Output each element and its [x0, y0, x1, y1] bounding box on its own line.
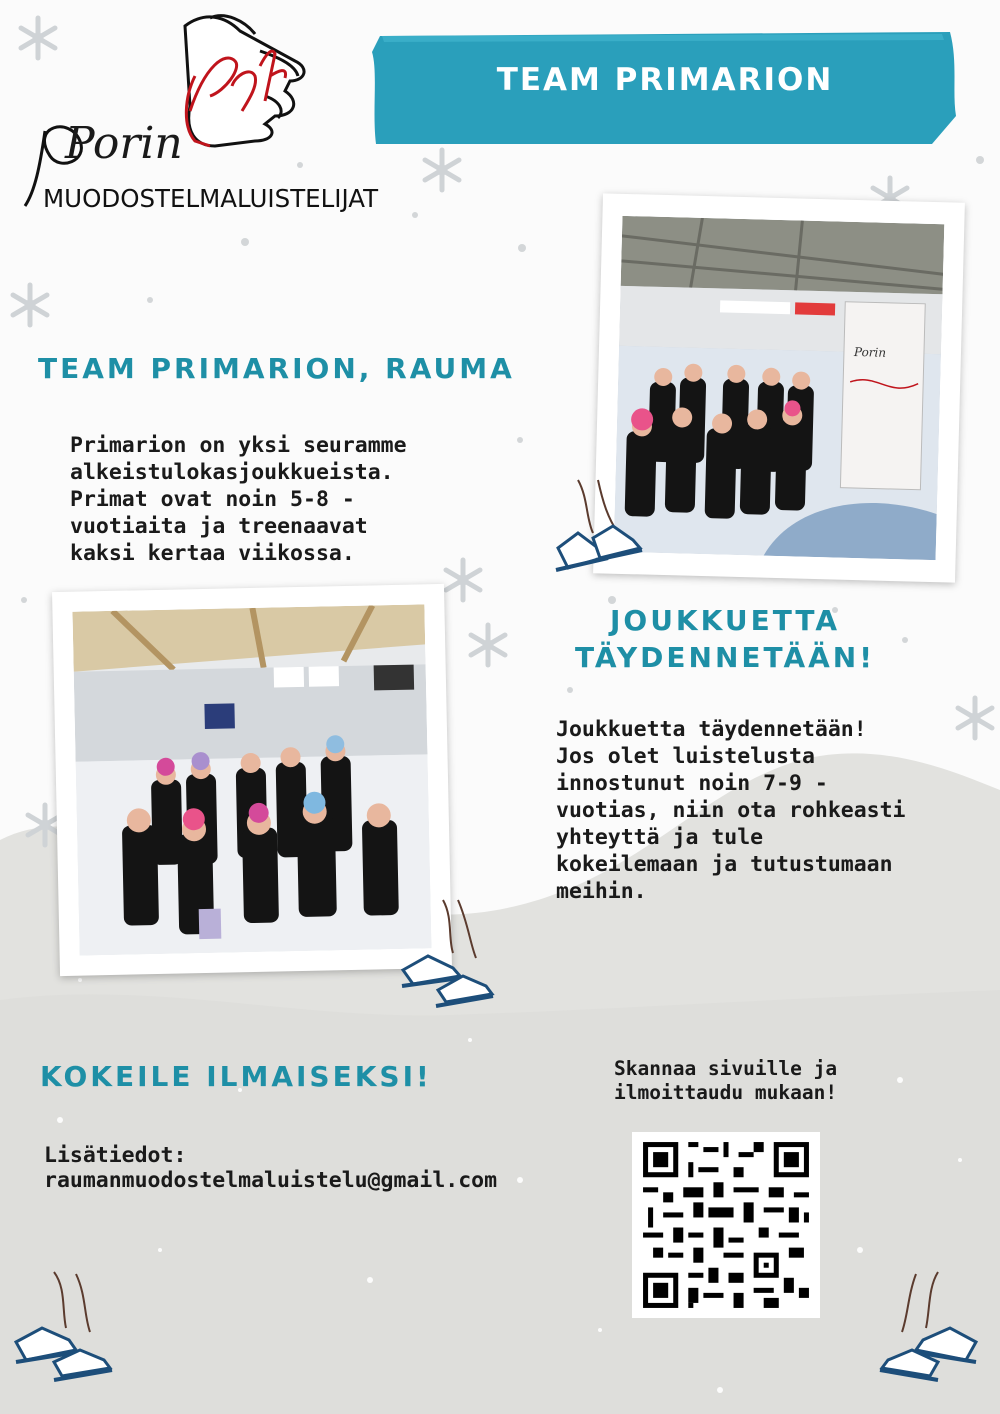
banner-title: TEAM PRIMARION	[496, 62, 834, 98]
qr-code-pattern	[632, 1132, 820, 1318]
section2-heading-line1: JOUKKUETTA	[609, 604, 841, 637]
section2-heading-line2: TÄYDENNETÄÄN!	[574, 641, 876, 674]
logo-subtitle: MUODOSTELMALUISTELIJAT	[43, 184, 379, 213]
section1-body: Primarion on yksi seuramme alkeistulokasjoukkueista. Primat ovat noin 5-8 - vuotiaita ja treenaavat kaksi kertaa viikossa.	[70, 433, 407, 566]
section3-heading: KOKEILE ILMAISEKSI!	[40, 1060, 432, 1093]
contact-email[interactable]: raumanmuodostelmaluistelu@gmail.com	[44, 1168, 498, 1193]
section2-body: Joukkuetta täydennetään! Jos olet luistelusta innostunut noin 7-9 - vuotias, niin ota rohkeasti yhteyttä ja tule kokeilemaan ja tutustumaan meihin.	[556, 717, 906, 904]
snowflake-icon	[425, 150, 459, 190]
team-photo-1	[593, 193, 965, 582]
section1-heading: TEAM PRIMARION, RAUMA	[38, 352, 515, 385]
ice-skates-icon	[878, 1270, 978, 1390]
ice-skates-icon	[548, 478, 644, 580]
logo-script-text: Porin	[65, 118, 183, 169]
qr-code[interactable]	[632, 1132, 820, 1318]
team-photo-2	[52, 584, 452, 976]
info-label: Lisätiedot:	[44, 1143, 187, 1168]
photo-rink-group	[72, 604, 431, 955]
ice-skates-icon	[398, 898, 498, 1013]
snowflake-icon	[13, 285, 47, 325]
snowflake-icon	[471, 625, 505, 665]
club-logo	[10, 6, 379, 216]
ice-skates-icon	[14, 1270, 114, 1390]
svg-text:Porin: Porin	[853, 344, 887, 360]
qr-caption: Skannaa sivuille ja ilmoittaudu mukaan!	[614, 1057, 838, 1104]
photo-rink-practice	[614, 216, 945, 560]
